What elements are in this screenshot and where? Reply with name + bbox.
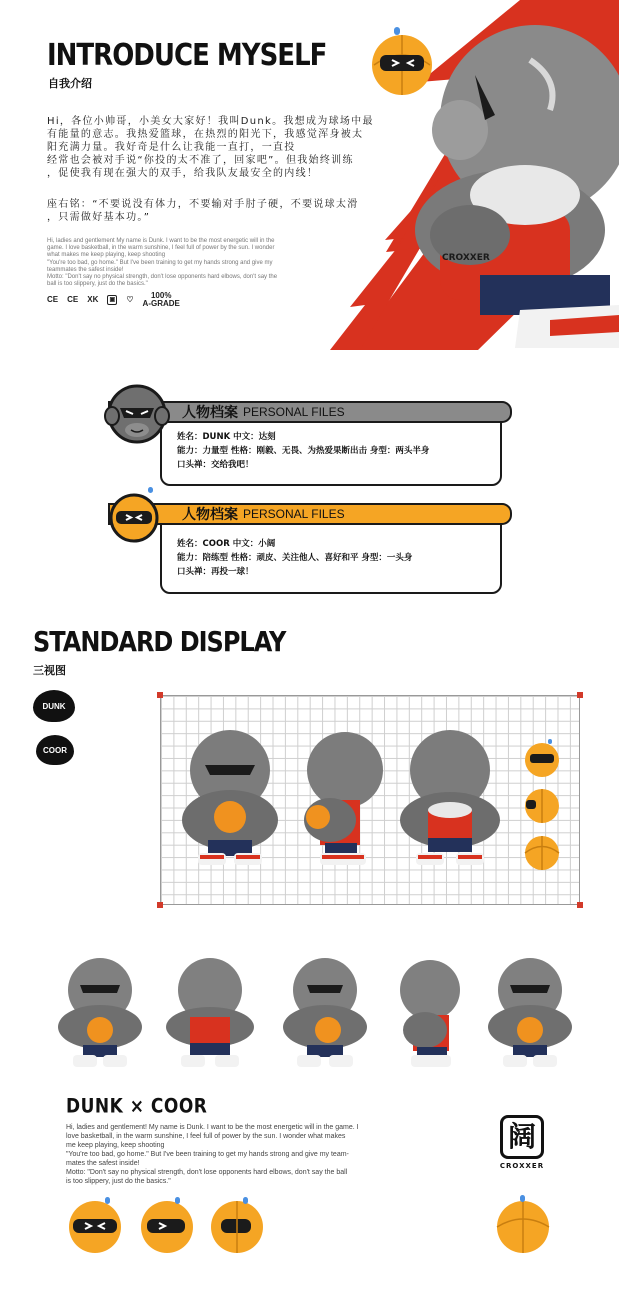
intro-english-text	[47, 238, 357, 288]
corner-marker	[577, 902, 583, 908]
ce-mark: CE	[47, 295, 59, 304]
english-line: what makes me keep playing, keep shooting	[47, 252, 166, 259]
profile-header-cn: 人物档案	[182, 507, 238, 523]
dunk-three-view-figures	[170, 725, 510, 875]
dunk-render-front-2	[488, 958, 572, 1067]
english-line: "You're too bad, go home." But I've been training to get my hands strong and give my	[47, 259, 273, 266]
logo-char: 阔	[507, 1120, 536, 1153]
profile-header-en: PERSONAL FILES	[243, 405, 345, 419]
english-line: teammates the safest inside!	[47, 266, 124, 273]
coor-label-badge: COOR	[36, 735, 74, 765]
profile-catchphrase-line: 口头禅：交给我吧！	[177, 460, 254, 470]
coor-head-render-2	[141, 1197, 193, 1253]
profile-name-line: 姓名：COOR 中文：小阔	[177, 539, 276, 549]
profile-section	[0, 360, 619, 610]
dunk-rendered-figures-row	[45, 955, 575, 1070]
english-line: me keep playing, keep shooting	[66, 1142, 165, 1149]
intro-section	[0, 0, 619, 350]
display-subtitle: 三视图	[33, 664, 66, 677]
dunk-label-badge: DUNK	[33, 690, 75, 722]
collab-english-text	[66, 1123, 436, 1186]
dunk-render-front	[58, 958, 142, 1067]
english-line: Motto: "Don't say no physical strength, don't lose opponents hard elbows, don't say the	[47, 274, 278, 281]
coor-front-view	[525, 739, 559, 777]
english-line: ball is too slippery, just do the basics."	[47, 281, 148, 288]
dunk-side-view	[304, 732, 383, 865]
dunk-render-three-quarter	[283, 958, 367, 1067]
profile-catchphrase-line: 口头禅：再投一球！	[177, 567, 254, 577]
intro-paragraph	[47, 115, 387, 180]
coor-three-view-heads	[518, 738, 566, 888]
ce-mark-2: CE	[67, 295, 79, 304]
profile-ability-line: 能力：陪练型 性格：顽皮、关注他人、喜好和平 身型：一头身	[177, 553, 413, 563]
dunk-render-back	[166, 958, 254, 1067]
grade-percent: 100%	[150, 291, 172, 300]
english-line: "You're too bad, go home." But I've been training to get my hands strong and give my team-	[66, 1151, 349, 1158]
profile-info	[177, 537, 412, 579]
coor-heads-row	[65, 1195, 560, 1255]
grade-label: A-GRADE	[142, 299, 180, 308]
coor-head-render-back	[497, 1195, 549, 1253]
display-title: STANDARD DISPLAY	[33, 625, 286, 658]
profile-card-coor	[102, 500, 514, 595]
coor-back-view	[525, 836, 559, 870]
profile-info	[177, 430, 429, 472]
logo-mark	[500, 1115, 544, 1159]
xk-mark: XK	[87, 295, 99, 304]
intro-line: 有能量的意志。我热爱篮球，在热烈的阳光下，我感觉浑身被太	[47, 129, 364, 140]
dunk-figure-hero	[400, 20, 619, 350]
english-line: is too slippery, just do the basics."	[66, 1178, 171, 1185]
intro-line: 阳充满力量。我好奇是什么让我能一直打，一直投	[47, 142, 296, 153]
english-line: Motto: "Don't say no physical strength, don't lose opponents hard elbows, don't say the ball	[66, 1169, 348, 1176]
english-line: game. I love basketball, in the warm sunshine, I feel full of power by the sun. I wonder	[47, 245, 275, 252]
coor-head-render-3	[211, 1197, 263, 1253]
heart-mark-icon: ♡	[126, 295, 134, 304]
square-mark-icon: ▣	[107, 295, 117, 305]
motto-line: 座右铭：“不要说没有体力，不要输对手肘子硬，不要说球太滑	[47, 199, 359, 210]
profile-header-bar	[108, 503, 512, 525]
profile-ability-line: 能力：力量型 性格：刚毅、无畏、为热爱果断出击 身型：两头半身	[177, 446, 430, 456]
intro-line: 经常也会被对手说“你投的太不准了，回家吧”。但我始终训练	[47, 155, 354, 166]
profile-card-dunk	[102, 398, 514, 486]
dunk-render-side	[400, 960, 460, 1067]
intro-motto	[47, 198, 397, 224]
english-line: love basketball, in the warm sunshine, I feel full of power by the sun. I wonder what makes	[66, 1133, 346, 1140]
grade-mark	[143, 292, 180, 308]
tshirt-brand-text: CROXXER	[442, 253, 490, 263]
coor-side-view	[525, 789, 559, 823]
dunk-avatar-icon	[102, 378, 172, 448]
intro-line: ，促使我有现在强大的双手，给我队友最安全的内线！	[47, 168, 319, 179]
profile-header-cn: 人物档案	[182, 405, 238, 421]
dunk-back-view	[400, 730, 500, 865]
logo-brand-text: CROXXER	[499, 1162, 545, 1170]
corner-marker	[157, 692, 163, 698]
coor-head-render-1	[69, 1197, 121, 1253]
dunk-front-view	[182, 730, 278, 865]
collab-title: DUNK × COOR	[66, 1095, 208, 1118]
profile-name-line: 姓名：DUNK 中文：达刻	[177, 432, 276, 442]
intro-subtitle: 自我介绍	[48, 77, 92, 90]
intro-title: INTRODUCE MYSELF	[47, 38, 327, 74]
english-line: mates the safest inside!	[66, 1160, 140, 1167]
english-line: Hi, ladies and gentlement! My name is Dunk. I want to be the most energetic will in the game. I	[66, 1124, 359, 1131]
croxxer-logo	[497, 1115, 547, 1175]
english-line: Hi, ladies and gentlement My name is Dunk. I want to be the most energetic will in the	[47, 238, 275, 244]
certification-marks	[47, 292, 180, 308]
intro-line: Hi，各位小帅哥，小美女大家好！我叫Dunk。我想成为球场中最	[47, 116, 374, 127]
corner-marker	[577, 692, 583, 698]
coor-avatar-icon	[104, 485, 164, 545]
profile-header-en: PERSONAL FILES	[243, 507, 345, 521]
motto-line: ，只需做好基本功。”	[47, 212, 151, 223]
corner-marker	[157, 902, 163, 908]
